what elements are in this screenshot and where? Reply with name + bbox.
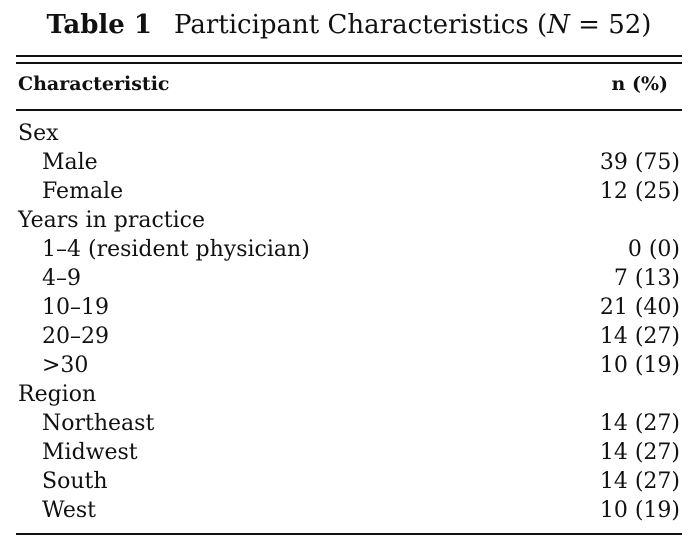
table-caption-count: = 52) <box>569 10 652 40</box>
row-label: >30 <box>42 353 89 378</box>
table-row <box>18 177 680 206</box>
table-caption-n: N <box>547 10 570 40</box>
table-number: Table 1 <box>46 10 152 40</box>
row-label: South <box>42 469 108 494</box>
row-label: Sex <box>18 121 59 146</box>
table-row <box>18 351 680 380</box>
table-header <box>18 73 668 99</box>
row-value: 7 (13) <box>613 266 680 291</box>
row-label: Female <box>42 179 124 204</box>
row-value: 14 (27) <box>599 324 680 349</box>
table-row <box>18 293 680 322</box>
header-characteristic: Characteristic <box>18 73 170 95</box>
row-label: West <box>42 498 96 523</box>
table-body <box>18 119 680 525</box>
bottom-rule <box>16 533 682 535</box>
table-row-group <box>18 206 680 235</box>
row-value: 14 (27) <box>599 411 680 436</box>
row-value: 12 (25) <box>599 179 680 204</box>
table-row <box>18 264 680 293</box>
top-rule-2 <box>16 62 682 64</box>
row-value: 10 (19) <box>599 353 680 378</box>
row-value: 0 (0) <box>627 237 680 262</box>
row-value: 14 (27) <box>599 440 680 465</box>
table-row <box>18 235 680 264</box>
row-value: 10 (19) <box>599 498 680 523</box>
table-row-group <box>18 380 680 409</box>
table-caption: Participant Characteristics ( <box>174 10 548 40</box>
row-label: Male <box>42 150 98 175</box>
table-title <box>0 10 698 40</box>
table-row <box>18 148 680 177</box>
row-value: 14 (27) <box>599 469 680 494</box>
row-value: 21 (40) <box>599 295 680 320</box>
row-label: Northeast <box>42 411 155 436</box>
top-rule-1 <box>16 55 682 57</box>
row-label: 4–9 <box>42 266 81 291</box>
row-label: 10–19 <box>42 295 109 320</box>
row-label: Midwest <box>42 440 138 465</box>
table-row <box>18 496 680 525</box>
table-row-group <box>18 119 680 148</box>
row-label: Years in practice <box>18 208 205 233</box>
row-label: Region <box>18 382 97 407</box>
row-value: 39 (75) <box>599 150 680 175</box>
table-row <box>18 409 680 438</box>
row-label: 1–4 (resident physician) <box>42 237 310 262</box>
header-n-percent: n (%) <box>611 73 668 95</box>
row-label: 20–29 <box>42 324 109 349</box>
table-row <box>18 322 680 351</box>
header-rule <box>16 109 682 111</box>
table-row <box>18 467 680 496</box>
table-row <box>18 438 680 467</box>
